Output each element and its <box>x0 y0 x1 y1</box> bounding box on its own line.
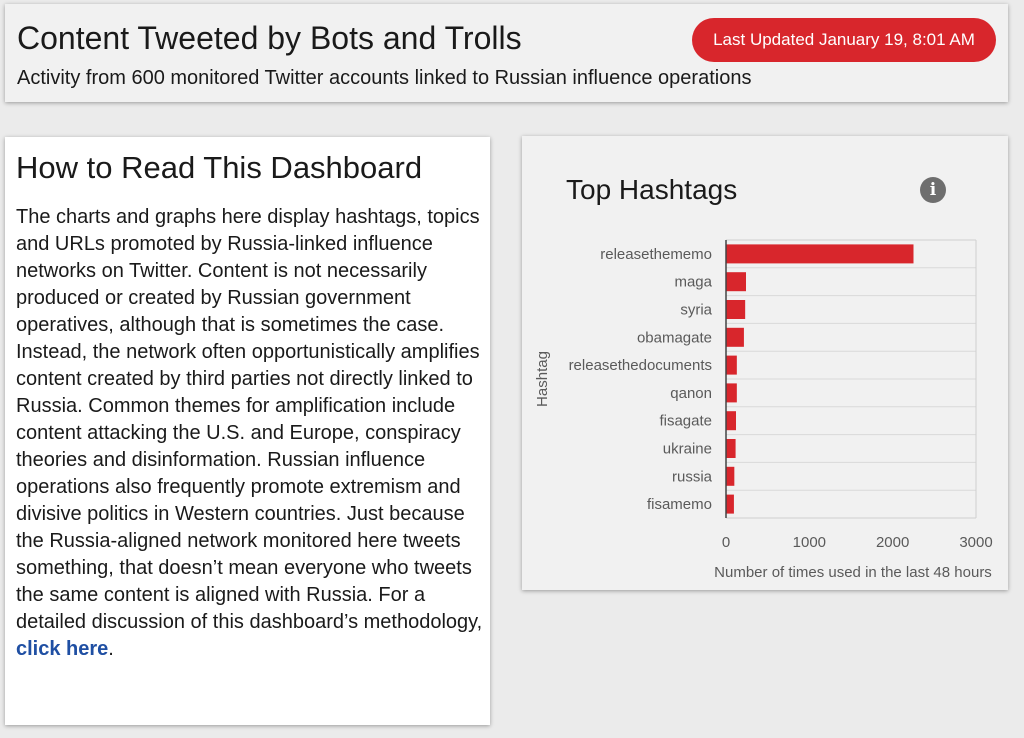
bar-ukraine <box>726 439 736 458</box>
bar-releasethememo <box>726 244 914 263</box>
y-axis-title: Hashtag <box>534 351 551 407</box>
bar-maga <box>726 272 746 291</box>
header-card <box>5 4 1008 102</box>
category-label: fisamemo <box>646 496 712 514</box>
bar-syria <box>726 300 745 319</box>
x-tick-label: 3000 <box>959 534 993 551</box>
page-subtitle: Activity from 600 monitored Twitter accounts linked to Russian influence operations <box>17 67 752 89</box>
category-label: fisagate <box>659 412 712 430</box>
info-icon[interactable]: i <box>920 177 946 203</box>
how-to-read-text: The charts and graphs here display hashtags, topics and URLs promoted by Russia-linked influence networks on Twitter. Content is not necessarily produced or created by Russian government operatives, although that is sometimes the case. Instead, the network often opportunistically amplifies content created by third parties not directly linked to Russia. Common themes for amplification include content attacking the U.S. and Europe, conspiracy theories and disinformation. Russian influence operations also frequently promote extremism and divisive politics in Western countries. Just because the Russia-aligned network monitored here tweets something, that doesn’t mean everyone who tweets the same content is aligned with Russia. For a detailed discussion of this dashboard’s methodology, <box>16 206 483 633</box>
how-to-read-body <box>16 204 486 663</box>
category-label: releasethedocuments <box>568 357 712 375</box>
page-title: Content Tweeted by Bots and Trolls <box>17 20 522 56</box>
methodology-link[interactable]: click here <box>16 638 109 660</box>
category-label: russia <box>671 468 712 486</box>
x-tick-label: 0 <box>721 534 731 551</box>
bar-russia <box>726 467 734 486</box>
category-label: syria <box>680 301 712 319</box>
x-axis-title: Number of times used in the last 48 hours <box>714 564 992 581</box>
x-tick-label: 1000 <box>792 534 827 551</box>
category-label: qanon <box>670 384 712 402</box>
bar-qanon <box>726 383 737 402</box>
bar-fisagate <box>726 411 736 430</box>
bar-fisamemo <box>726 495 734 514</box>
category-label: obamagate <box>636 329 712 347</box>
category-label: releasethememo <box>600 245 712 263</box>
how-to-read-title: How to Read This Dashboard <box>16 150 423 185</box>
last-updated-badge[interactable]: Last Updated January 19, 8:01 AM <box>692 18 996 62</box>
chart-title: Top Hashtags <box>566 174 738 205</box>
how-to-read-end: . <box>108 638 114 660</box>
category-label: maga <box>674 273 712 291</box>
top-hashtags-card <box>522 136 1008 590</box>
bar-releasethedocuments <box>726 356 737 375</box>
bar-obamagate <box>726 328 744 347</box>
x-tick-label: 2000 <box>875 534 910 551</box>
category-label: ukraine <box>662 440 712 458</box>
how-to-read-card <box>5 137 490 725</box>
